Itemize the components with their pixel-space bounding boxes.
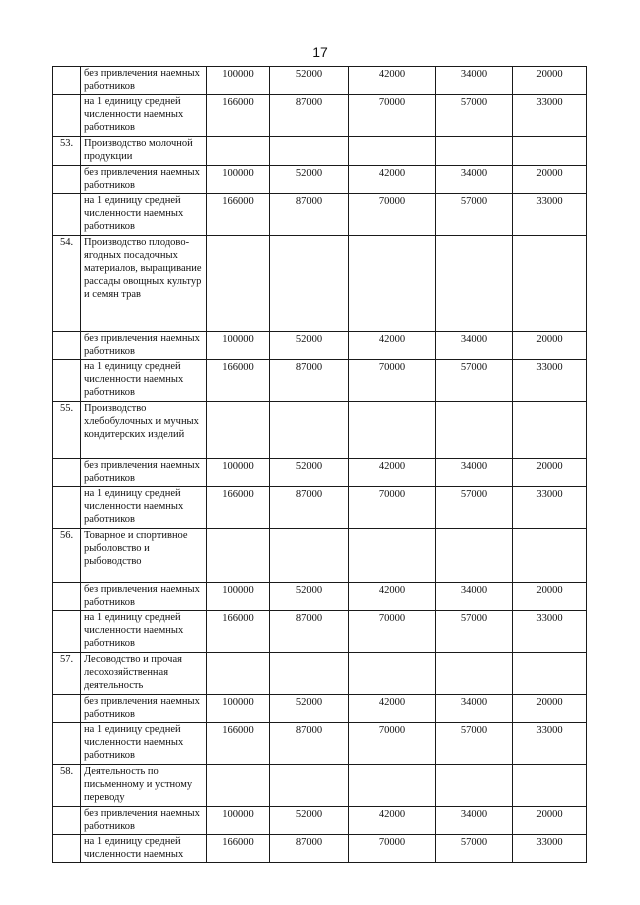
value-cell-3: 42000 bbox=[349, 166, 436, 194]
value-cell-2: 87000 bbox=[270, 194, 349, 236]
value-cell-5: 33000 bbox=[513, 95, 587, 137]
value-cell-1: 100000 bbox=[207, 583, 270, 611]
row-label: без привлечения наемных работников bbox=[81, 695, 207, 723]
value-cell-3: 70000 bbox=[349, 723, 436, 765]
value-cell-3: 42000 bbox=[349, 695, 436, 723]
table-row bbox=[53, 695, 587, 723]
row-number-cell bbox=[53, 723, 81, 765]
value-cell-3: 42000 bbox=[349, 583, 436, 611]
row-number-cell bbox=[53, 835, 81, 863]
value-cell-2: 52000 bbox=[270, 459, 349, 487]
empty-value-cell bbox=[207, 653, 270, 695]
table-row bbox=[53, 194, 587, 236]
value-cell-5: 33000 bbox=[513, 611, 587, 653]
row-number-cell bbox=[53, 194, 81, 236]
empty-value-cell bbox=[436, 765, 513, 807]
entry-header-row bbox=[53, 653, 587, 695]
row-label: без привлечения наемных работников bbox=[81, 166, 207, 194]
value-cell-1: 100000 bbox=[207, 459, 270, 487]
value-cell-3: 42000 bbox=[349, 332, 436, 360]
row-number-cell bbox=[53, 611, 81, 653]
empty-value-cell bbox=[270, 236, 349, 332]
value-cell-1: 100000 bbox=[207, 695, 270, 723]
empty-value-cell bbox=[270, 402, 349, 459]
table-row bbox=[53, 835, 587, 863]
value-cell-2: 87000 bbox=[270, 835, 349, 863]
value-cell-5: 33000 bbox=[513, 723, 587, 765]
empty-value-cell bbox=[436, 402, 513, 459]
value-cell-2: 87000 bbox=[270, 487, 349, 529]
value-cell-1: 166000 bbox=[207, 360, 270, 402]
row-number-cell bbox=[53, 583, 81, 611]
row-label: без привлечения наемных работников bbox=[81, 459, 207, 487]
value-cell-5: 33000 bbox=[513, 487, 587, 529]
empty-value-cell bbox=[513, 653, 587, 695]
value-cell-5: 33000 bbox=[513, 835, 587, 863]
value-cell-4: 57000 bbox=[436, 360, 513, 402]
value-cell-5: 20000 bbox=[513, 807, 587, 835]
value-cell-5: 20000 bbox=[513, 695, 587, 723]
entry-header-row bbox=[53, 765, 587, 807]
value-cell-2: 52000 bbox=[270, 695, 349, 723]
value-cell-1: 166000 bbox=[207, 194, 270, 236]
row-label: без привлечения наемных работников bbox=[81, 332, 207, 360]
row-number-cell bbox=[53, 360, 81, 402]
empty-value-cell bbox=[207, 137, 270, 166]
empty-value-cell bbox=[270, 765, 349, 807]
row-label: без привлечения наемных работников bbox=[81, 807, 207, 835]
table-row bbox=[53, 807, 587, 835]
value-cell-5: 20000 bbox=[513, 166, 587, 194]
value-cell-5: 20000 bbox=[513, 67, 587, 95]
value-cell-3: 42000 bbox=[349, 67, 436, 95]
empty-value-cell bbox=[513, 529, 587, 583]
value-cell-4: 57000 bbox=[436, 723, 513, 765]
empty-value-cell bbox=[270, 529, 349, 583]
row-number-cell bbox=[53, 807, 81, 835]
row-label: на 1 единицу средней численности наемных bbox=[81, 835, 207, 863]
row-label: на 1 единицу средней численности наемных работников bbox=[81, 487, 207, 529]
value-cell-3: 70000 bbox=[349, 611, 436, 653]
value-cell-5: 20000 bbox=[513, 459, 587, 487]
value-cell-4: 34000 bbox=[436, 807, 513, 835]
value-cell-3: 42000 bbox=[349, 807, 436, 835]
entry-number: 53. bbox=[53, 137, 81, 166]
value-cell-5: 20000 bbox=[513, 332, 587, 360]
table-row bbox=[53, 583, 587, 611]
value-cell-2: 87000 bbox=[270, 95, 349, 137]
table-row bbox=[53, 67, 587, 95]
entry-number: 54. bbox=[53, 236, 81, 332]
table-row bbox=[53, 487, 587, 529]
page-number: 17 bbox=[312, 44, 328, 60]
table-row bbox=[53, 459, 587, 487]
value-cell-3: 70000 bbox=[349, 194, 436, 236]
value-cell-4: 57000 bbox=[436, 835, 513, 863]
value-cell-2: 52000 bbox=[270, 67, 349, 95]
row-number-cell bbox=[53, 166, 81, 194]
table-row bbox=[53, 360, 587, 402]
value-cell-3: 42000 bbox=[349, 459, 436, 487]
row-label: на 1 единицу средней численности наемных работников bbox=[81, 723, 207, 765]
value-cell-4: 34000 bbox=[436, 459, 513, 487]
row-number-cell bbox=[53, 459, 81, 487]
entry-header-row bbox=[53, 529, 587, 583]
row-number-cell bbox=[53, 332, 81, 360]
empty-value-cell bbox=[270, 137, 349, 166]
entry-title: Производство молочной продукции bbox=[81, 137, 207, 166]
entry-number: 58. bbox=[53, 765, 81, 807]
empty-value-cell bbox=[436, 653, 513, 695]
row-label: на 1 единицу средней численности наемных работников bbox=[81, 360, 207, 402]
entry-number: 55. bbox=[53, 402, 81, 459]
entry-title: Товарное и спортивное рыболовство и рыбоводство bbox=[81, 529, 207, 583]
row-label: без привлечения наемных работников bbox=[81, 67, 207, 95]
entry-title: Производство хлебобулочных и мучных кондитерских изделий bbox=[81, 402, 207, 459]
entry-header-row bbox=[53, 137, 587, 166]
row-number-cell bbox=[53, 487, 81, 529]
empty-value-cell bbox=[513, 236, 587, 332]
empty-value-cell bbox=[436, 137, 513, 166]
value-cell-1: 100000 bbox=[207, 67, 270, 95]
empty-value-cell bbox=[349, 137, 436, 166]
entry-header-row bbox=[53, 402, 587, 459]
value-cell-2: 52000 bbox=[270, 807, 349, 835]
value-cell-3: 70000 bbox=[349, 835, 436, 863]
empty-value-cell bbox=[349, 765, 436, 807]
value-cell-2: 52000 bbox=[270, 166, 349, 194]
row-number-cell bbox=[53, 695, 81, 723]
value-cell-4: 34000 bbox=[436, 695, 513, 723]
rates-table-body bbox=[53, 67, 587, 863]
value-cell-1: 166000 bbox=[207, 487, 270, 529]
table-row bbox=[53, 332, 587, 360]
row-label: на 1 единицу средней численности наемных работников bbox=[81, 611, 207, 653]
empty-value-cell bbox=[436, 529, 513, 583]
value-cell-5: 33000 bbox=[513, 360, 587, 402]
empty-value-cell bbox=[436, 236, 513, 332]
value-cell-1: 100000 bbox=[207, 807, 270, 835]
empty-value-cell bbox=[349, 653, 436, 695]
value-cell-2: 87000 bbox=[270, 360, 349, 402]
value-cell-1: 166000 bbox=[207, 95, 270, 137]
row-label: на 1 единицу средней численности наемных работников bbox=[81, 95, 207, 137]
value-cell-3: 70000 bbox=[349, 360, 436, 402]
value-cell-4: 57000 bbox=[436, 611, 513, 653]
entry-number: 56. bbox=[53, 529, 81, 583]
empty-value-cell bbox=[207, 236, 270, 332]
value-cell-4: 34000 bbox=[436, 166, 513, 194]
empty-value-cell bbox=[513, 765, 587, 807]
row-number-cell bbox=[53, 95, 81, 137]
empty-value-cell bbox=[270, 653, 349, 695]
table-row bbox=[53, 611, 587, 653]
value-cell-5: 20000 bbox=[513, 583, 587, 611]
rates-table bbox=[52, 66, 587, 863]
entry-title: Производство плодово-ягодных посадочных материалов, выращивание рассады овощных культур и семян трав bbox=[81, 236, 207, 332]
value-cell-1: 166000 bbox=[207, 611, 270, 653]
entry-title: Лесоводство и прочая лесохозяйственная деятельность bbox=[81, 653, 207, 695]
value-cell-4: 34000 bbox=[436, 67, 513, 95]
empty-value-cell bbox=[207, 402, 270, 459]
empty-value-cell bbox=[513, 402, 587, 459]
empty-value-cell bbox=[349, 402, 436, 459]
row-number-cell bbox=[53, 67, 81, 95]
value-cell-1: 100000 bbox=[207, 332, 270, 360]
empty-value-cell bbox=[349, 236, 436, 332]
value-cell-4: 57000 bbox=[436, 487, 513, 529]
value-cell-1: 166000 bbox=[207, 723, 270, 765]
empty-value-cell bbox=[349, 529, 436, 583]
empty-value-cell bbox=[207, 765, 270, 807]
value-cell-4: 34000 bbox=[436, 583, 513, 611]
value-cell-1: 100000 bbox=[207, 166, 270, 194]
value-cell-2: 52000 bbox=[270, 583, 349, 611]
row-label: без привлечения наемных работников bbox=[81, 583, 207, 611]
value-cell-3: 70000 bbox=[349, 487, 436, 529]
entry-number: 57. bbox=[53, 653, 81, 695]
value-cell-5: 33000 bbox=[513, 194, 587, 236]
entry-header-row bbox=[53, 236, 587, 332]
table-row bbox=[53, 166, 587, 194]
value-cell-2: 87000 bbox=[270, 723, 349, 765]
table-row bbox=[53, 723, 587, 765]
value-cell-4: 57000 bbox=[436, 194, 513, 236]
table-row bbox=[53, 95, 587, 137]
value-cell-2: 52000 bbox=[270, 332, 349, 360]
row-label: на 1 единицу средней численности наемных работников bbox=[81, 194, 207, 236]
empty-value-cell bbox=[207, 529, 270, 583]
empty-value-cell bbox=[513, 137, 587, 166]
value-cell-4: 34000 bbox=[436, 332, 513, 360]
entry-title: Деятельность по письменному и устному переводу bbox=[81, 765, 207, 807]
value-cell-3: 70000 bbox=[349, 95, 436, 137]
value-cell-1: 166000 bbox=[207, 835, 270, 863]
value-cell-4: 57000 bbox=[436, 95, 513, 137]
value-cell-2: 87000 bbox=[270, 611, 349, 653]
